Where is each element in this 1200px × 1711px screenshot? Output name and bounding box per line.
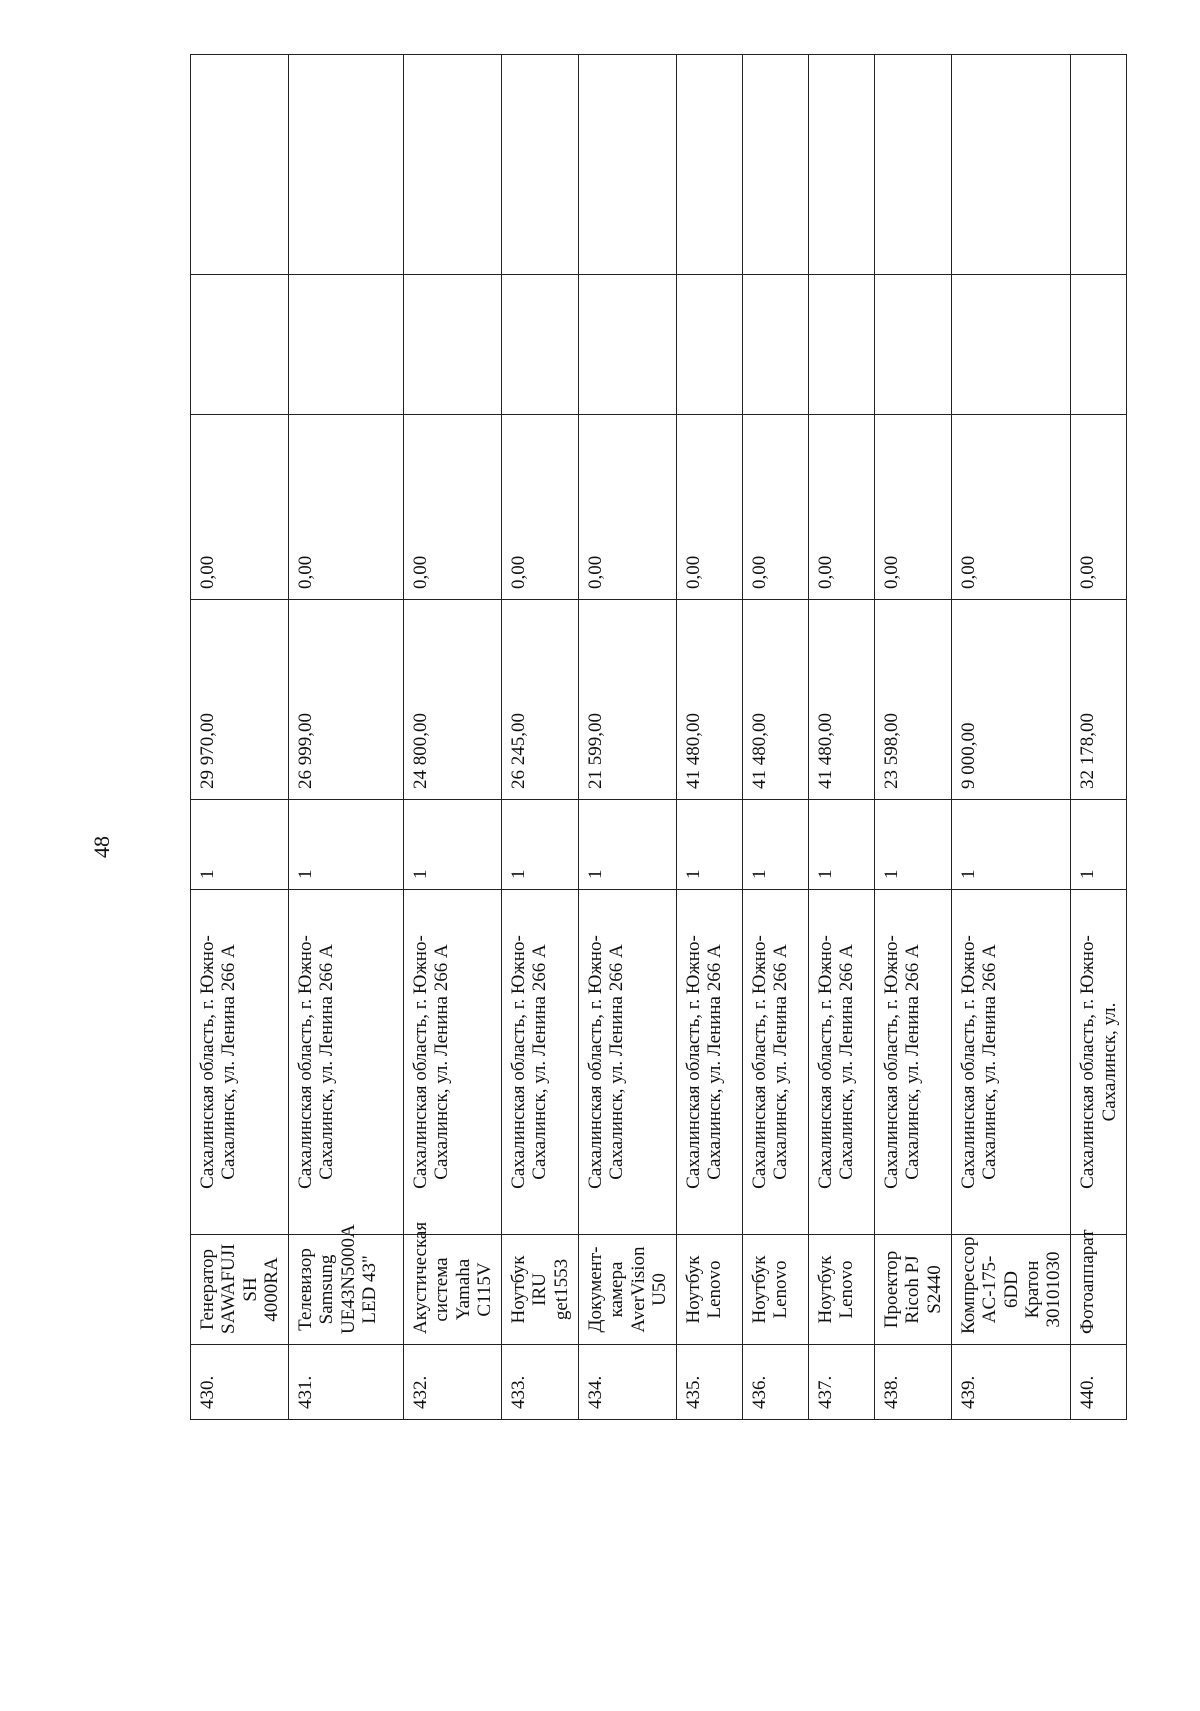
empty-cell [809,275,875,415]
table-row [579,55,677,1420]
item-name-cell: Генератор SAWAFUJI SH 4000RA [191,1235,289,1345]
address-cell: Сахалинская область, г. Южно-Сахалинск, ул. Ленина 266 А [677,890,743,1235]
address-cell: Сахалинская область, г. Южно-Сахалинск, ул. Ленина 266 А [404,890,502,1235]
empty-cell [404,275,502,415]
item-name-cell: Документ-камера AverVision U50 [579,1235,677,1345]
item-name-cell: Ноутбук IRU get1553 [502,1235,579,1345]
address-cell: Сахалинская область, г. Южно-Сахалинск, ул. Ленина 266 А [289,890,404,1235]
empty-cell [677,275,743,415]
quantity-cell: 1 [677,800,743,890]
residual-value-cell: 0,00 [677,415,743,600]
cost-cell: 24 800,00 [404,600,502,800]
residual-value-cell: 0,00 [809,415,875,600]
empty-cell [875,275,952,415]
item-name-cell: Ноутбук Lenovo [677,1235,743,1345]
empty-cell [875,55,952,275]
empty-cell [289,275,404,415]
residual-value-cell: 0,00 [875,415,952,600]
empty-cell [579,55,677,275]
row-number-cell: 434. [579,1345,677,1420]
quantity-cell: 1 [289,800,404,890]
row-number-cell: 430. [191,1345,289,1420]
table-row [1071,55,1127,1420]
empty-cell [809,55,875,275]
address-cell: Сахалинская область, г. Южно-Сахалинск, ул. Ленина 266 А [191,890,289,1235]
item-name-cell: Телевизор Samsung UE43N5000A LED 43" [289,1235,404,1345]
row-number-cell: 439. [951,1345,1070,1420]
residual-value-cell: 0,00 [502,415,579,600]
residual-value-cell: 0,00 [951,415,1070,600]
cost-cell: 26 245,00 [502,600,579,800]
residual-value-cell: 0,00 [404,415,502,600]
empty-cell [191,275,289,415]
empty-cell [951,275,1070,415]
page-number: 48 [89,836,114,858]
empty-cell [404,55,502,275]
address-cell: Сахалинская область, г. Южно-Сахалинск, ул. Ленина 266 А [579,890,677,1235]
quantity-cell: 1 [404,800,502,890]
table-row [677,55,743,1420]
table-row [875,55,952,1420]
address-cell: Сахалинская область, г. Южно-Сахалинск, ул. Ленина 266 А [951,890,1070,1235]
table-row [191,55,289,1420]
inventory-table-body [191,55,1127,1420]
item-name-cell: Акустическая система Yamaha C115V [404,1235,502,1345]
item-name-cell: Проектор Ricoh PJ S2440 [875,1235,952,1345]
empty-cell [677,55,743,275]
quantity-cell: 1 [502,800,579,890]
empty-cell [289,55,404,275]
cost-cell: 41 480,00 [743,600,809,800]
quantity-cell: 1 [1071,800,1127,890]
residual-value-cell: 0,00 [579,415,677,600]
address-cell: Сахалинская область, г. Южно-Сахалинск, ул. Ленина 266 А [809,890,875,1235]
quantity-cell: 1 [951,800,1070,890]
table-row [404,55,502,1420]
row-number-cell: 433. [502,1345,579,1420]
address-cell: Сахалинская область, г. Южно-Сахалинск, ул. Ленина 266 А [875,890,952,1235]
residual-value-cell: 0,00 [743,415,809,600]
empty-cell [1071,55,1127,275]
row-number-cell: 437. [809,1345,875,1420]
cost-cell: 41 480,00 [809,600,875,800]
address-cell: Сахалинская область, г. Южно-Сахалинск, ул. Ленина 266 А [502,890,579,1235]
row-number-cell: 436. [743,1345,809,1420]
empty-cell [951,55,1070,275]
cost-cell: 21 599,00 [579,600,677,800]
table-row [951,55,1070,1420]
table-row [289,55,404,1420]
quantity-cell: 1 [875,800,952,890]
row-number-cell: 440. [1071,1345,1127,1420]
residual-value-cell: 0,00 [289,415,404,600]
inventory-table-wrapper [190,55,1125,1420]
cost-cell: 41 480,00 [677,600,743,800]
table-row [502,55,579,1420]
row-number-cell: 438. [875,1345,952,1420]
table-row [809,55,875,1420]
item-name-cell: Компрессор AC-175-6DD Кратон 30101030 [951,1235,1070,1345]
cost-cell: 23 598,00 [875,600,952,800]
row-number-cell: 435. [677,1345,743,1420]
item-name-cell: Ноутбук Lenovo [743,1235,809,1345]
address-cell: Сахалинская область, г. Южно-Сахалинск, ул. [1071,890,1127,1235]
empty-cell [1071,275,1127,415]
quantity-cell: 1 [579,800,677,890]
inventory-table [190,54,1127,1420]
row-number-cell: 431. [289,1345,404,1420]
quantity-cell: 1 [743,800,809,890]
residual-value-cell: 0,00 [191,415,289,600]
empty-cell [743,55,809,275]
row-number-cell: 432. [404,1345,502,1420]
cost-cell: 32 178,00 [1071,600,1127,800]
item-name-cell: Ноутбук Lenovo [809,1235,875,1345]
empty-cell [579,275,677,415]
empty-cell [191,55,289,275]
cost-cell: 29 970,00 [191,600,289,800]
cost-cell: 26 999,00 [289,600,404,800]
table-row [743,55,809,1420]
empty-cell [502,275,579,415]
cost-cell: 9 000,00 [951,600,1070,800]
quantity-cell: 1 [809,800,875,890]
address-cell: Сахалинская область, г. Южно-Сахалинск, ул. Ленина 266 А [743,890,809,1235]
item-name-cell: Фотоаппарат [1071,1235,1127,1345]
empty-cell [743,275,809,415]
empty-cell [502,55,579,275]
quantity-cell: 1 [191,800,289,890]
residual-value-cell: 0,00 [1071,415,1127,600]
